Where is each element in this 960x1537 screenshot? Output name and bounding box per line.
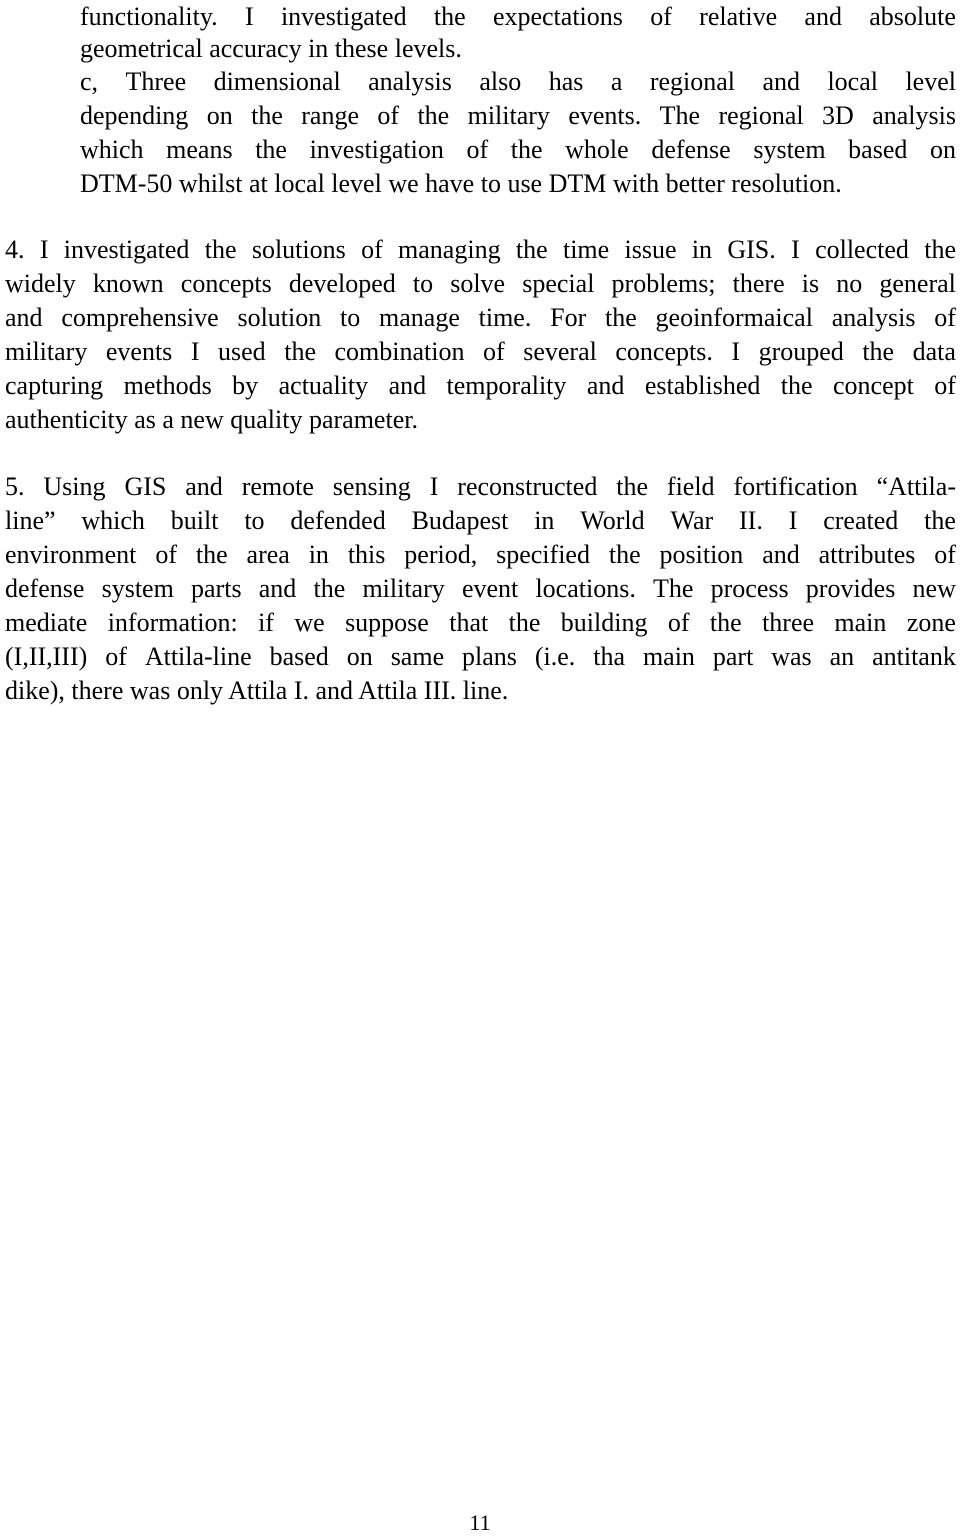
text-line: DTM-50 whilst at local level we have to use DTM with better resolution. (80, 169, 842, 198)
text-line: widely known concepts developed to solve special problems; there is no general (5, 269, 956, 298)
text-line: functionality. I investigated the expectations of relative and absolute (80, 2, 956, 31)
text-line: authenticity as a new quality parameter. (5, 405, 418, 434)
text-line: line” which built to defended Budapest in World War II. I created the (5, 506, 956, 535)
text-line: depending on the range of the military events. The regional 3D analysis (80, 101, 956, 130)
text-line: military events I used the combination of several concepts. I grouped the data (5, 337, 956, 366)
text-line: and comprehensive solution to manage time. For the geoinformaical analysis of (5, 303, 956, 332)
text-line: defense system parts and the military event locations. The process provides new (5, 574, 956, 603)
text-line: (I,II,III) of Attila-line based on same plans (i.e. tha main part was an antitank (5, 642, 956, 671)
page-number: 11 (469, 1510, 491, 1535)
text-line: c, Three dimensional analysis also has a regional and local level (80, 67, 956, 96)
text-line: 4. I investigated the solutions of managing the time issue in GIS. I collected the (5, 235, 956, 264)
text-line: geometrical accuracy in these levels. (80, 34, 462, 63)
text-line: mediate information: if we suppose that the building of the three main zone (5, 608, 956, 637)
text-line: which means the investigation of the whole defense system based on (80, 135, 956, 164)
text-line: capturing methods by actuality and temporality and established the concept of (5, 371, 956, 400)
text-line: dike), there was only Attila I. and Attila III. line. (5, 676, 509, 705)
text-line: 5. Using GIS and remote sensing I reconstructed the field fortification “Attila- (5, 472, 956, 501)
text-line: environment of the area in this period, specified the position and attributes of (5, 540, 956, 569)
